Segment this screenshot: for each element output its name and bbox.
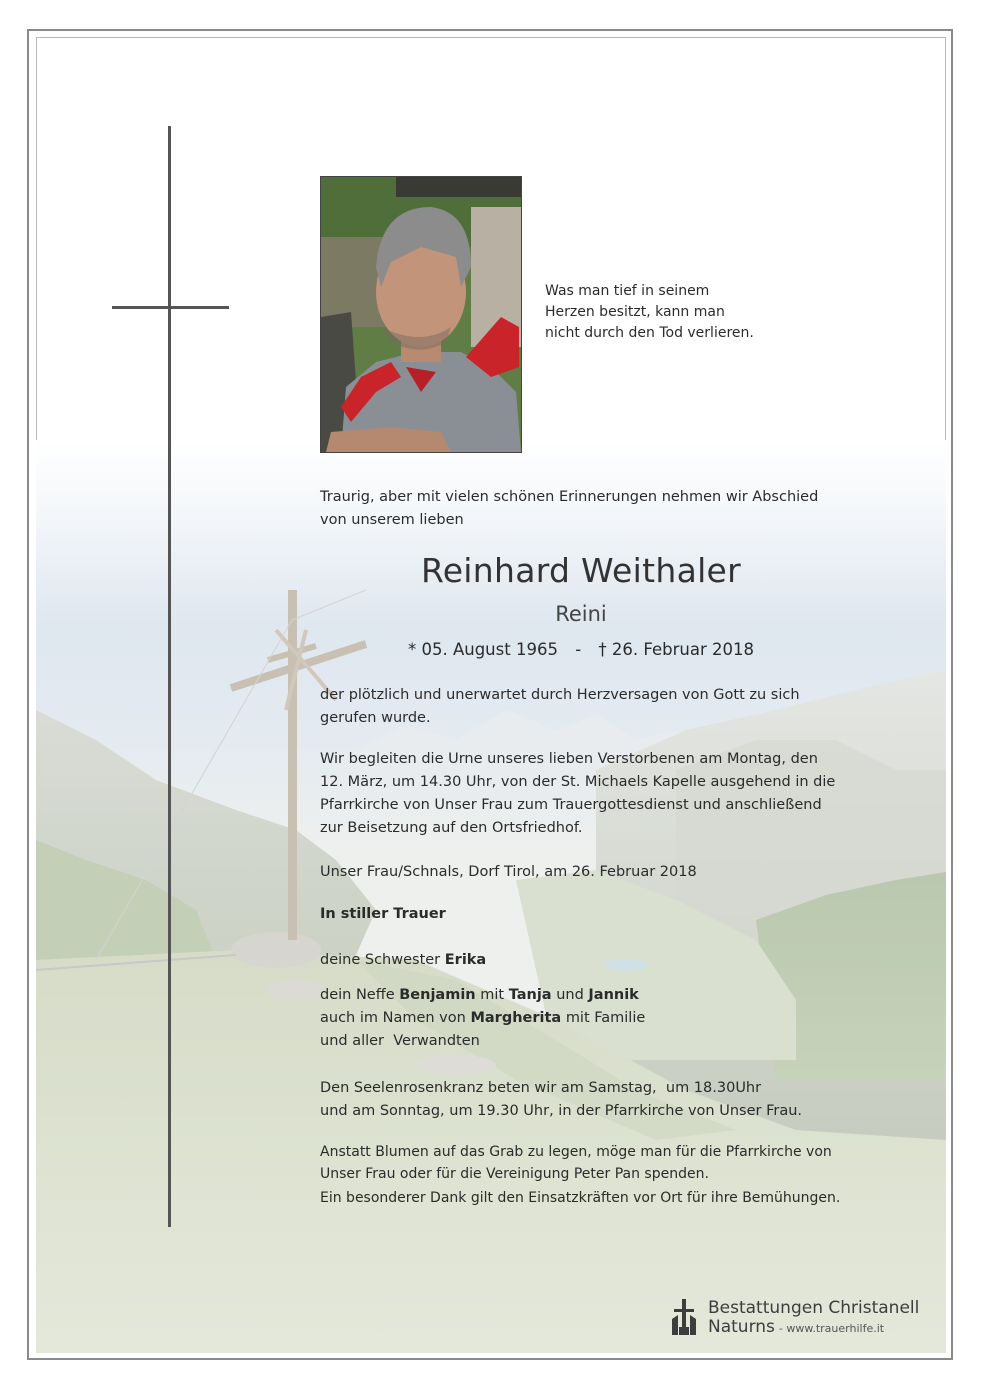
nephew-name: Benjamin <box>399 987 476 1003</box>
rosary-text <box>320 1077 845 1123</box>
sister-name: Erika <box>444 952 487 968</box>
funeral-line-2: 12. März, um 14.30 Uhr, von der St. Michaels Kapelle ausgehend in die <box>320 774 836 790</box>
company-url[interactable]: - www.trauerhilfe.it <box>778 1322 885 1335</box>
donation-line-2: Unser Frau oder für die Vereinigung Peter Pan spenden. <box>320 1166 709 1182</box>
intro-text <box>320 486 845 532</box>
mourning-heading-text: In stiller Trauer <box>320 906 446 922</box>
quote-line: Was man tief in seinem <box>545 283 710 299</box>
intro-line-1: Traurig, aber mit vielen schönen Erinnerungen nehmen wir Abschied <box>320 489 819 505</box>
family-sister <box>320 949 845 972</box>
funeral-line-1: Wir begleiten die Urne unseres lieben Verstorbenen am Montag, den <box>320 751 818 767</box>
family-relatives: und aller Verwandten <box>320 1033 480 1049</box>
partner-name: Tanja <box>508 987 552 1003</box>
death-date: † 26. Februar 2018 <box>598 640 754 659</box>
mourning-heading <box>320 903 845 926</box>
donation-text <box>320 1141 845 1209</box>
portrait-photo <box>320 176 522 453</box>
donation-line-1: Anstatt Blumen auf das Grab zu legen, möge man für die Pfarrkirche von <box>320 1144 832 1160</box>
quote-line: nicht durch den Tod verlieren. <box>545 325 754 341</box>
with-word: mit <box>480 987 505 1003</box>
family-list-2 <box>320 984 845 1053</box>
family-nephew <box>320 984 845 1007</box>
deceased-name: Reinhard Weithaler <box>420 551 742 590</box>
sister-prefix: deine Schwester <box>320 952 441 968</box>
funeral-home-logo <box>668 1297 948 1339</box>
family-also <box>320 1007 845 1030</box>
and-word: und <box>556 987 584 1003</box>
company-location: Naturns <box>708 1317 775 1337</box>
company-location-line <box>708 1317 884 1339</box>
date-separator: - <box>575 640 582 659</box>
passing-line-2: gerufen wurde. <box>320 710 431 726</box>
funeral-line-4: zur Beisetzung auf den Ortsfriedhof. <box>320 820 583 836</box>
funeral-text <box>320 748 845 840</box>
birth-date: * 05. August 1965 <box>407 640 558 659</box>
intro-line-2: von unserem lieben <box>320 512 464 528</box>
life-dates <box>320 637 842 663</box>
child-name: Jannik <box>588 987 639 1003</box>
place-date <box>320 861 845 884</box>
passing-text <box>320 684 845 730</box>
memorial-cross-horizontal <box>112 306 229 309</box>
rosary-line-2: und am Sonntag, um 19.30 Uhr, in der Pfarrkirche von Unser Frau. <box>320 1103 803 1119</box>
family-list <box>320 949 845 972</box>
thanks-line: Ein besonderer Dank gilt den Einsatzkräften vor Ort für ihre Bemühungen. <box>320 1190 841 1206</box>
funeral-line-3: Pfarrkirche von Unser Frau zum Trauergottesdienst und anschließend <box>320 797 822 813</box>
company-name: Bestattungen Christanell <box>708 1298 920 1318</box>
also-name: Margherita <box>470 1010 562 1026</box>
nephew-prefix: dein Neffe <box>320 987 395 1003</box>
cross-logo-icon <box>668 1297 700 1337</box>
rosary-line-1: Den Seelenrosenkranz beten wir am Samstag, um 18.30Uhr <box>320 1080 762 1096</box>
place-date-line: Unser Frau/Schnals, Dorf Tirol, am 26. Februar 2018 <box>320 864 697 880</box>
memorial-cross-vertical <box>168 126 171 1227</box>
passing-line-1: der plötzlich und unerwartet durch Herzversagen von Gott zu sich <box>320 687 800 703</box>
also-suffix: mit Familie <box>565 1010 646 1026</box>
memorial-quote <box>545 281 805 344</box>
deceased-nickname: Reini <box>555 602 607 626</box>
quote-line: Herzen besitzt, kann man <box>545 304 725 320</box>
also-prefix: auch im Namen von <box>320 1010 466 1026</box>
